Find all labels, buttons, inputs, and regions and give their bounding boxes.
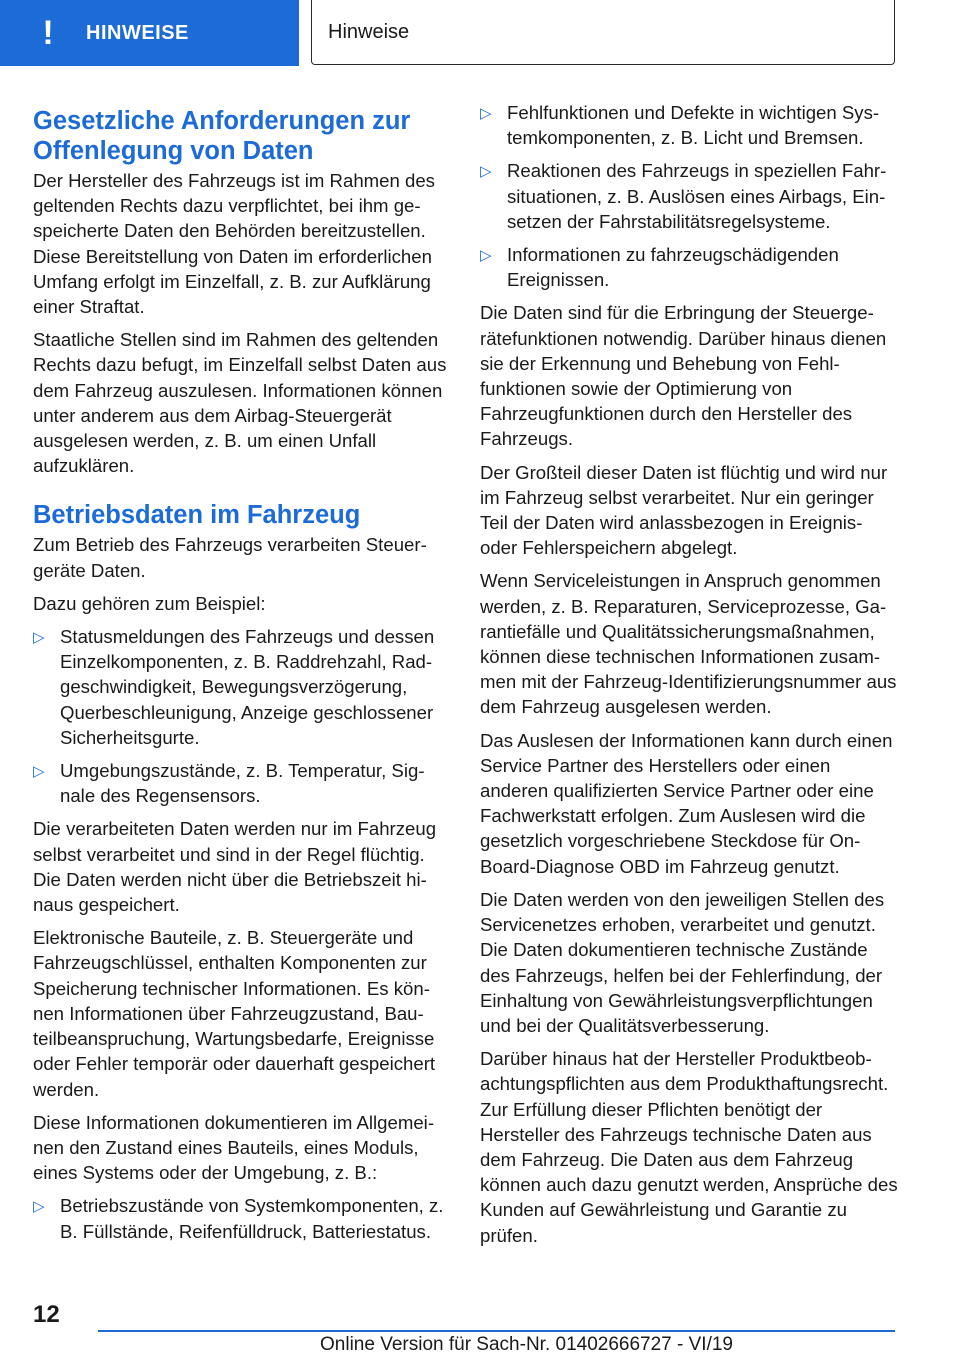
- chapter-tab: [0, 0, 299, 66]
- paragraph: Darüber hinaus hat der Hersteller Produktbeobachtungspflichten aus dem Produkthaftungsrecht. Zur Erfüllung dieser Pflichten benötigt der Hersteller des Fahrzeugs technische Daten aus dem Fahrzeug. Die Daten aus dem Fahrzeug können auch dazu genutzt werden, Ansprüche des Kunden auf Gewährleistung und Garantie zu prüfen.: [480, 1048, 898, 1246]
- chapter-tab-label: HINWEISE: [86, 21, 189, 44]
- section-header-label: Hinweise: [328, 20, 410, 43]
- paragraph: Wenn Serviceleistungen in Anspruch genommen werden, z. B. Reparaturen, Serviceprozesse, Garantiefälle und Qualitätssicherungsmaßnahmen, können diese technischen Informationen zusammen mit der Fahrzeug-Identifizierungsnummer aus dem Fahrzeug ausgelesen werden.: [480, 570, 897, 718]
- triangle-bullet-icon: ▷: [33, 763, 45, 781]
- triangle-bullet-icon: ▷: [480, 105, 492, 122]
- list-item-text: Betriebszustände von Systemkomponenten, z. B. Füllstände, Reifenfülldruck, Batteriestatus.: [60, 1195, 444, 1242]
- paragraph: Der Großteil dieser Daten ist flüchtig und wird nur im Fahrzeug selbst verarbeitet. Nur ein geringer Teil der Daten wird anlassbezogen in Ereignis- oder Fehlerspeichern abgelegt.: [480, 461, 888, 559]
- triangle-bullet-icon: ▷: [480, 163, 492, 181]
- triangle-bullet-icon: ▷: [33, 629, 45, 647]
- exclamation-icon: !: [42, 13, 54, 52]
- footer-divider: [98, 1330, 895, 1332]
- list-item-text: Reaktionen des Fahrzeugs in speziellen Fahrsituationen, z. B. Auslösen eines Airbags, Einsetzen der Fahrstabilitätsregelsysteme.: [507, 160, 887, 232]
- list-item-text: Informationen zu fahrzeugschädigenden Ereignissen.: [507, 244, 839, 291]
- paragraph: Diese Informationen dokumentieren im Allgemeinen den Zustand eines Bauteils, eines Moduls, eines Systems oder der Umgebung, z. B.:: [33, 1111, 435, 1184]
- heading-operating-data: Betriebsdaten im Fahrzeug: [33, 501, 361, 530]
- paragraph: Zum Betrieb des Fahrzeugs verarbeiten Steuergeräte Daten.: [33, 534, 427, 581]
- heading-legal-requirements: Gesetzliche Anforderungen zur Offenlegung von Daten: [33, 107, 411, 165]
- paragraph: Elektronische Bauteile, z. B. Steuergeräte und Fahrzeugschlüssel, enthalten Komponenten zur Speicherung technischer Informationen. Es können Informationen über Fahrzeugzustand, Bauteilbeanspruchung, Wartungsbedarfe, Ereignisse oder Fehler temporär oder dauerhaft gespeichert werden.: [33, 927, 436, 1100]
- paragraph: Der Hersteller des Fahrzeugs ist im Rahmen des geltenden Rechts dazu verpflichtet, bei ihm gespeicherte Daten den Behörden bereitzustellen. Diese Bereitstellung von Daten im erforderlichen Umfang erfolgt im Einzelfall, z. B. zur Aufklärung einer Straftat.: [33, 170, 435, 318]
- list-item: [33, 1193, 449, 1243]
- list-item-text: Umgebungszustände, z. B. Temperatur, Signale des Regensensors.: [60, 760, 425, 807]
- triangle-bullet-icon: ▷: [33, 1198, 45, 1216]
- list-item: [33, 624, 449, 750]
- paragraph: Die verarbeiteten Daten werden nur im Fahrzeug selbst verarbeitet und sind in der Regel flüchtig. Die Daten werden nicht über die Betriebszeit hinaus gespeichert.: [33, 818, 437, 916]
- section-header-box: [311, 0, 895, 65]
- triangle-bullet-icon: ▷: [480, 247, 492, 265]
- list-item-text: Fehlfunktionen und Defekte in wichtigen Systemkomponenten, z. B. Licht und Bremsen.: [507, 102, 880, 149]
- paragraph: Die Daten werden von den jeweiligen Stellen des Servicenetzes erhoben, verarbeitet und genutzt. Die Daten dokumentieren technische Zustände des Fahrzeugs, helfen bei der Fehlerfindung, der Einhaltung von Gewährleistungsverpflichtungen und bei der Qualitätsverbesserung.: [480, 888, 885, 1036]
- right-column: [480, 100, 898, 1256]
- list-item: [480, 242, 898, 292]
- left-column: [33, 100, 449, 1252]
- page-number: 12: [33, 1301, 60, 1328]
- paragraph: Dazu gehören zum Beispiel:: [33, 592, 266, 614]
- paragraph: Staatliche Stellen sind im Rahmen des geltenden Rechts dazu befugt, im Einzelfall selbst Daten aus dem Fahrzeug auszulesen. Informationen können unter anderem aus dem Airbag-Steuergerät ausgelesen werden, z. B. um einen Unfall aufzuklären.: [33, 329, 447, 477]
- list-item-text: Statusmeldungen des Fahrzeugs und dessen Einzelkomponenten, z. B. Raddrehzahl, Radgeschwindigkeit, Bewegungsverzögerung, Querbeschleunigung, Anzeige geschlossener Sicherheitsgurte.: [60, 626, 435, 748]
- paragraph: Die Daten sind für die Erbringung der Steuergerätefunktionen notwendig. Darüber hinaus dienen sie der Erkennung und Behebung von Fehlfunktionen sowie der Optimierung von Fahrzeugfunktionen durch den Hersteller des Fahrzeugs.: [480, 302, 887, 450]
- paragraph: Das Auslesen der Informationen kann durch einen Service Partner des Herstellers oder einen anderen qualifizierten Service Partner oder eine Fachwerkstatt erfolgen. Zum Auslesen wird die gesetzlich vorgeschriebene Steckdose für On-Board-Diagnose OBD im Fahrzeug genutzt.: [480, 729, 893, 877]
- list-item: [33, 758, 449, 808]
- list-item: [480, 100, 898, 150]
- list-item: [480, 158, 898, 234]
- footer-version-text: Online Version für Sach-Nr. 01402666727 - VI/19: [320, 1334, 733, 1355]
